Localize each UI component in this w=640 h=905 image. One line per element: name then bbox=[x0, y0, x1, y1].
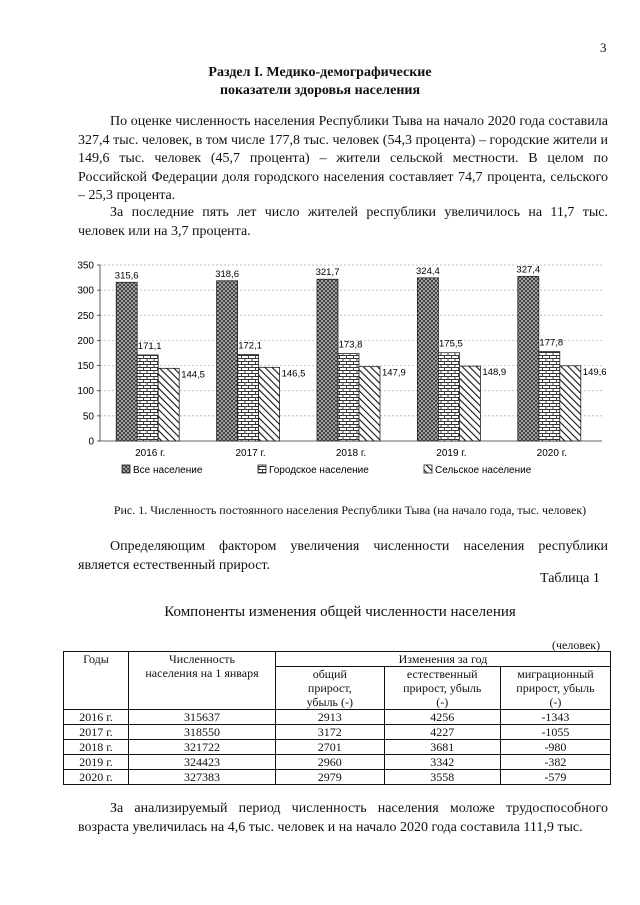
bar-total bbox=[518, 276, 539, 441]
header-changes: Изменения за год bbox=[276, 652, 611, 667]
table-row bbox=[64, 725, 611, 740]
bar-urban bbox=[338, 354, 359, 441]
x-tick-label: 2016 г. bbox=[135, 448, 166, 459]
data-label: 173,8 bbox=[338, 339, 363, 351]
cell-total: 2701 bbox=[276, 740, 385, 755]
y-tick-label: 250 bbox=[77, 310, 94, 322]
data-label: 172,1 bbox=[238, 340, 262, 352]
paragraph-factor bbox=[78, 538, 608, 575]
data-label: 321,7 bbox=[315, 267, 340, 279]
bar-rural bbox=[459, 366, 480, 441]
y-tick-label: 100 bbox=[77, 386, 94, 398]
paragraph-young-text: За анализируемый период численность населения моложе трудоспособного возраста увеличилась на 4,6 тыс. человек и на начало 2020 года составила 111,9 тыс. bbox=[78, 801, 608, 835]
cell-natural: 3681 bbox=[384, 740, 500, 755]
paragraph-population bbox=[78, 113, 608, 206]
table-unit: (человек) bbox=[552, 638, 601, 652]
table-number: Таблица 1 bbox=[540, 571, 600, 586]
cell-population: 318550 bbox=[129, 725, 276, 740]
paragraph-young bbox=[78, 800, 608, 837]
page-number: 3 bbox=[600, 40, 607, 55]
cell-year: 2016 г. bbox=[64, 710, 129, 725]
bar-urban bbox=[238, 354, 259, 441]
table-title: Компоненты изменения общей численности населения bbox=[164, 604, 516, 620]
x-tick-label: 2020 г. bbox=[536, 448, 567, 459]
cell-total: 2979 bbox=[276, 770, 385, 785]
cell-natural: 4227 bbox=[384, 725, 500, 740]
cell-migration: -1343 bbox=[500, 710, 610, 725]
cell-year: 2018 г. bbox=[64, 740, 129, 755]
cell-migration: -1055 bbox=[500, 725, 610, 740]
data-label: 146,5 bbox=[281, 368, 306, 380]
cell-population: 315637 bbox=[129, 710, 276, 725]
cell-total: 2913 bbox=[276, 710, 385, 725]
section-title bbox=[0, 64, 640, 100]
paragraph-growth-text: За последние пять лет число жителей республики увеличилось на 11,7 тыс. человек или на 3,7 процента. bbox=[78, 205, 608, 239]
data-label: 144,5 bbox=[181, 369, 205, 381]
legend-label: Все население bbox=[133, 465, 203, 476]
cell-total: 3172 bbox=[276, 725, 385, 740]
x-tick-label: 2019 г. bbox=[436, 448, 467, 459]
y-tick-label: 300 bbox=[77, 285, 94, 297]
bar-rural bbox=[158, 368, 179, 441]
bar-rural bbox=[359, 367, 380, 441]
paragraph-population-text: По оценке численность населения Республики Тыва на начало 2020 года составила 327,4 тыс. человек, в том числе 177,8 тыс. человек (54,3 процента) – городские жители и 149,6 тыс. человек (45,7 процента) – жители сельской местности. В целом по Российской Федерации доля городского населения составляет 74,7 процента, сельского – 25,3 процента. bbox=[78, 114, 608, 203]
data-label: 318,6 bbox=[215, 268, 239, 280]
data-label: 147,9 bbox=[382, 367, 406, 379]
table-row bbox=[64, 710, 611, 725]
cell-natural: 3558 bbox=[384, 770, 500, 785]
section-title-line1: Раздел I. Медико-демографические bbox=[208, 65, 432, 80]
x-tick-label: 2017 г. bbox=[235, 448, 266, 459]
data-label: 171,1 bbox=[137, 340, 162, 352]
header-migration: миграционный прирост, убыль (-) bbox=[500, 667, 610, 710]
header-total: общий прирост, убыль (-) bbox=[276, 667, 385, 710]
data-label: 175,5 bbox=[439, 338, 463, 350]
bar-total bbox=[417, 278, 438, 441]
bar-urban bbox=[137, 355, 158, 441]
cell-year: 2017 г. bbox=[64, 725, 129, 740]
data-label: 149,6 bbox=[582, 366, 607, 378]
cell-natural: 3342 bbox=[384, 755, 500, 770]
population-components-table bbox=[63, 651, 611, 785]
cell-migration: -382 bbox=[500, 755, 610, 770]
header-population: Численность населения на 1 января bbox=[129, 652, 276, 710]
y-tick-label: 200 bbox=[77, 335, 94, 347]
bar-urban bbox=[539, 352, 560, 441]
table-row bbox=[64, 740, 611, 755]
cell-population: 327383 bbox=[129, 770, 276, 785]
y-tick-label: 0 bbox=[88, 436, 94, 448]
population-chart bbox=[72, 253, 612, 488]
cell-natural: 4256 bbox=[384, 710, 500, 725]
legend-label: Городское население bbox=[269, 465, 369, 476]
figure-caption: Рис. 1. Численность постоянного населения Республики Тыва (на начало года, тыс. человек) bbox=[113, 503, 587, 517]
data-label: 148,9 bbox=[482, 367, 507, 379]
data-label: 315,6 bbox=[114, 270, 139, 282]
data-label: 177,8 bbox=[539, 337, 564, 349]
table-row bbox=[64, 770, 611, 785]
cell-migration: -579 bbox=[500, 770, 610, 785]
bar-total bbox=[116, 282, 137, 441]
paragraph-growth bbox=[78, 204, 608, 241]
section-title-line2: показатели здоровья населения bbox=[219, 83, 421, 98]
cell-year: 2019 г. bbox=[64, 755, 129, 770]
legend-label: Сельское население bbox=[435, 465, 532, 476]
y-tick-label: 50 bbox=[82, 411, 94, 423]
bar-rural bbox=[560, 366, 581, 441]
data-label: 324,4 bbox=[416, 265, 440, 277]
cell-migration: -980 bbox=[500, 740, 610, 755]
legend-swatch bbox=[258, 465, 266, 473]
x-tick-label: 2018 г. bbox=[335, 448, 367, 459]
header-natural: естественный прирост, убыль (-) bbox=[384, 667, 500, 710]
y-tick-label: 350 bbox=[77, 260, 94, 272]
population-bar-chart bbox=[72, 253, 612, 488]
legend-swatch bbox=[122, 465, 130, 473]
cell-population: 321722 bbox=[129, 740, 276, 755]
bar-urban bbox=[438, 353, 459, 441]
cell-year: 2020 г. bbox=[64, 770, 129, 785]
bar-total bbox=[217, 281, 238, 441]
data-label: 327,4 bbox=[516, 264, 541, 276]
paragraph-factor-text: Определяющим фактором увеличения численности населения республики является естественный прирост. bbox=[78, 539, 608, 573]
bar-rural bbox=[259, 367, 280, 441]
header-years: Годы bbox=[64, 652, 129, 710]
y-tick-label: 150 bbox=[77, 361, 94, 373]
table-row bbox=[64, 755, 611, 770]
legend-swatch bbox=[424, 465, 432, 473]
cell-total: 2960 bbox=[276, 755, 385, 770]
bar-total bbox=[317, 279, 338, 441]
cell-population: 324423 bbox=[129, 755, 276, 770]
